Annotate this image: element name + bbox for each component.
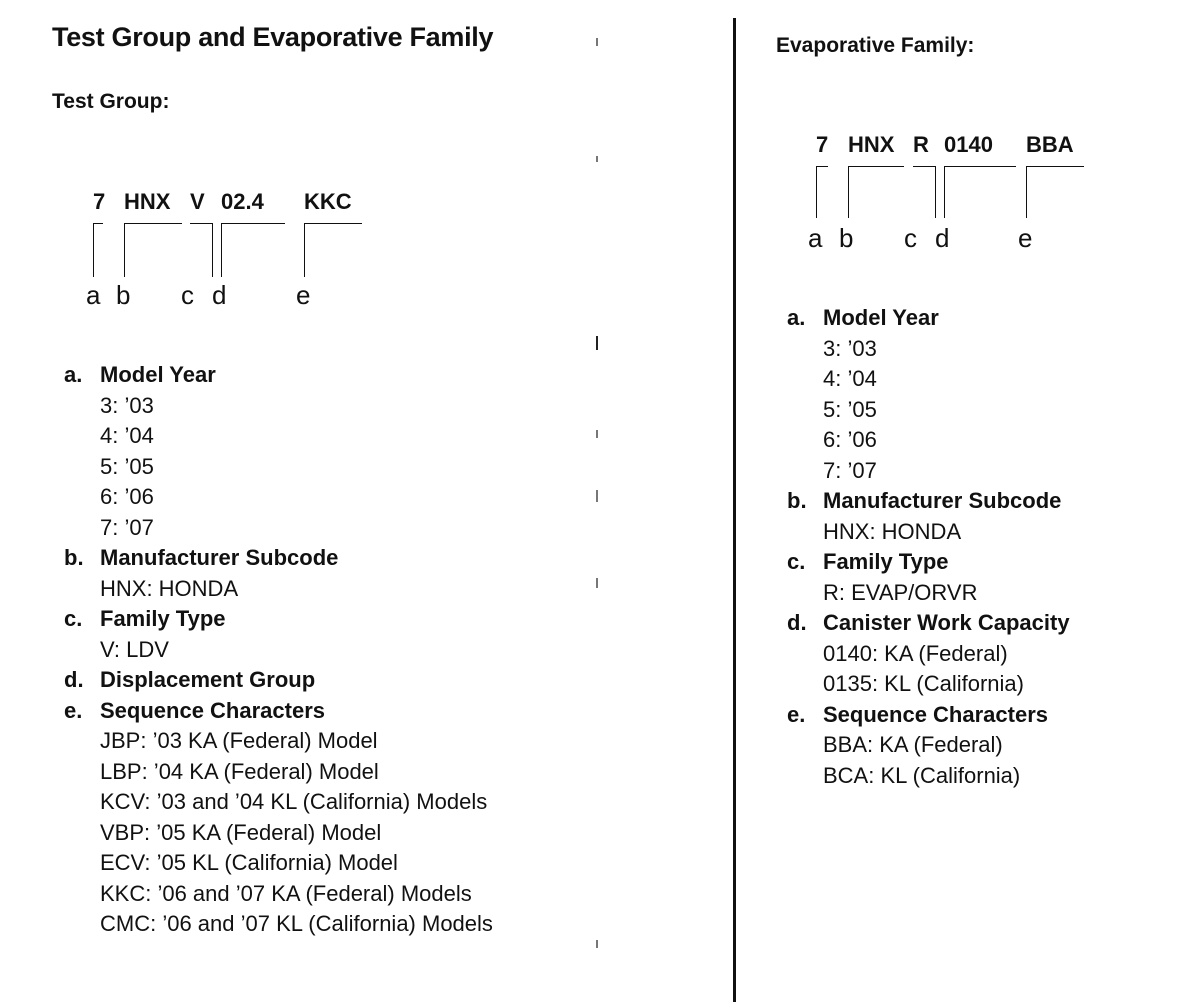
item-line: 6: ’06 <box>100 484 154 509</box>
item-line: 6: ’06 <box>823 427 877 452</box>
item-line: 4: ’04 <box>823 366 877 391</box>
scan-speck <box>596 490 598 502</box>
item-line: BCA: KL (California) <box>823 762 1021 788</box>
item-letter: b. <box>787 488 807 514</box>
item-letter: c. <box>64 606 83 632</box>
bracket-a-top <box>93 223 103 224</box>
item-line: HNX: HONDA <box>100 575 239 601</box>
item-line: 7: ’07 <box>823 457 877 483</box>
item-line: 3: ’03 <box>100 392 154 418</box>
column-divider <box>733 18 736 1002</box>
item-line: V: LDV <box>100 636 169 662</box>
item-title: Model Year <box>100 362 216 388</box>
item-title: Model Year <box>823 305 939 331</box>
item-title: Family Type <box>100 606 226 632</box>
bracket-c-stem <box>212 223 213 277</box>
code-segment-a: 7 <box>816 132 829 157</box>
scan-speck <box>596 336 598 350</box>
code-segment-d: 0140 <box>944 132 993 157</box>
evaporative-family-definitions <box>775 303 1070 791</box>
item-title: Family Type <box>823 549 949 575</box>
diagram-letter-d: d <box>935 223 950 253</box>
diagram-letter-a: a <box>808 223 823 253</box>
bracket-d-top <box>221 223 285 224</box>
bracket-c-top <box>913 166 935 167</box>
item-line: HNX: HONDA <box>823 518 962 544</box>
diagram-letter-e: e <box>296 280 311 310</box>
item-line: 5: ’05 <box>100 453 154 479</box>
diagram-letter-e: e <box>1018 223 1033 253</box>
bracket-d-stem <box>944 166 945 218</box>
bracket-d-stem <box>221 223 222 277</box>
definition-item-family-type <box>775 547 1070 608</box>
bracket-a-stem <box>93 223 94 277</box>
bracket-b-top <box>848 166 904 167</box>
bracket-e-top <box>304 223 362 224</box>
scan-speck <box>596 156 598 162</box>
code-segment-d: 02.4 <box>221 189 264 214</box>
bracket-a-stem <box>816 166 817 218</box>
item-title: Canister Work Capacity <box>823 610 1070 636</box>
item-line: KCV: ’03 and ’04 KL (California) Models <box>100 789 488 814</box>
diagram-letter-b: b <box>839 223 854 253</box>
item-line: JBP: ’03 KA (Federal) Model <box>100 728 378 753</box>
scan-speck <box>596 578 598 588</box>
item-line: 7: ’07 <box>100 514 154 540</box>
test-group-label: Test Group: <box>52 90 170 113</box>
item-title: Sequence Characters <box>100 697 325 723</box>
item-line: BBA: KA (Federal) <box>823 732 1003 757</box>
diagram-letter-d: d <box>212 280 227 310</box>
evaporative-family-label: Evaporative Family: <box>776 34 975 57</box>
code-segment-e: KKC <box>304 189 352 214</box>
item-line: R: EVAP/ORVR <box>823 579 978 605</box>
code-segment-b: HNX <box>124 189 171 214</box>
bracket-d-top <box>944 166 1016 167</box>
item-letter: d. <box>787 610 807 636</box>
item-line: 4: ’04 <box>100 423 154 448</box>
bracket-e-stem <box>1026 166 1027 218</box>
definition-item-sequence-characters <box>775 700 1070 792</box>
scan-speck <box>596 430 598 438</box>
definition-item-manufacturer-subcode <box>52 543 493 604</box>
definition-item-family-type <box>52 604 493 665</box>
item-letter: d. <box>64 667 84 693</box>
definition-item-canister-work-capacity <box>775 608 1070 700</box>
definition-item-manufacturer-subcode <box>775 486 1070 547</box>
item-letter: a. <box>787 305 806 331</box>
definition-item-model-year <box>52 360 493 543</box>
item-line: 0140: KA (Federal) <box>823 640 1008 666</box>
item-line: LBP: ’04 KA (Federal) Model <box>100 758 379 784</box>
definition-item-displacement-group <box>52 665 493 696</box>
item-line: 3: ’03 <box>823 335 877 361</box>
bracket-b-top <box>124 223 182 224</box>
diagram-letter-b: b <box>116 280 131 310</box>
item-title: Displacement Group <box>100 667 316 693</box>
item-title: Manufacturer Subcode <box>100 545 339 571</box>
bracket-c-top <box>190 223 212 224</box>
page-title: Test Group and Evaporative Family <box>52 22 494 52</box>
definition-item-model-year <box>775 303 1070 486</box>
diagram-letter-c: c <box>904 223 917 253</box>
code-segment-e: BBA <box>1026 132 1074 157</box>
item-line: CMC: ’06 and ’07 KL (California) Models <box>100 911 493 936</box>
bracket-b-stem <box>124 223 125 277</box>
code-segment-b: HNX <box>848 132 895 157</box>
item-letter: a. <box>64 362 83 388</box>
code-segment-c: R <box>913 132 929 157</box>
code-segment-c: V <box>190 189 205 214</box>
item-line: ECV: ’05 KL (California) Model <box>100 850 398 875</box>
item-line: KKC: ’06 and ’07 KA (Federal) Models <box>100 880 472 906</box>
diagram-letter-a: a <box>86 280 101 310</box>
item-line: 0135: KL (California) <box>823 671 1024 696</box>
diagram-letter-c: c <box>181 280 194 310</box>
item-letter: c. <box>787 549 806 575</box>
item-title: Manufacturer Subcode <box>823 488 1062 514</box>
bracket-b-stem <box>848 166 849 218</box>
bracket-e-top <box>1026 166 1084 167</box>
code-segment-a: 7 <box>93 189 106 214</box>
definition-item-sequence-characters <box>52 696 493 940</box>
bracket-c-stem <box>935 166 936 218</box>
bracket-e-stem <box>304 223 305 277</box>
item-line: 5: ’05 <box>823 396 877 422</box>
item-letter: b. <box>64 545 84 571</box>
scan-speck <box>596 38 598 46</box>
item-letter: e. <box>64 697 83 723</box>
bracket-a-top <box>816 166 828 167</box>
test-group-definitions <box>52 360 493 940</box>
item-line: VBP: ’05 KA (Federal) Model <box>100 819 382 845</box>
scan-speck <box>596 940 598 948</box>
item-title: Sequence Characters <box>823 701 1048 727</box>
item-letter: e. <box>787 701 806 727</box>
